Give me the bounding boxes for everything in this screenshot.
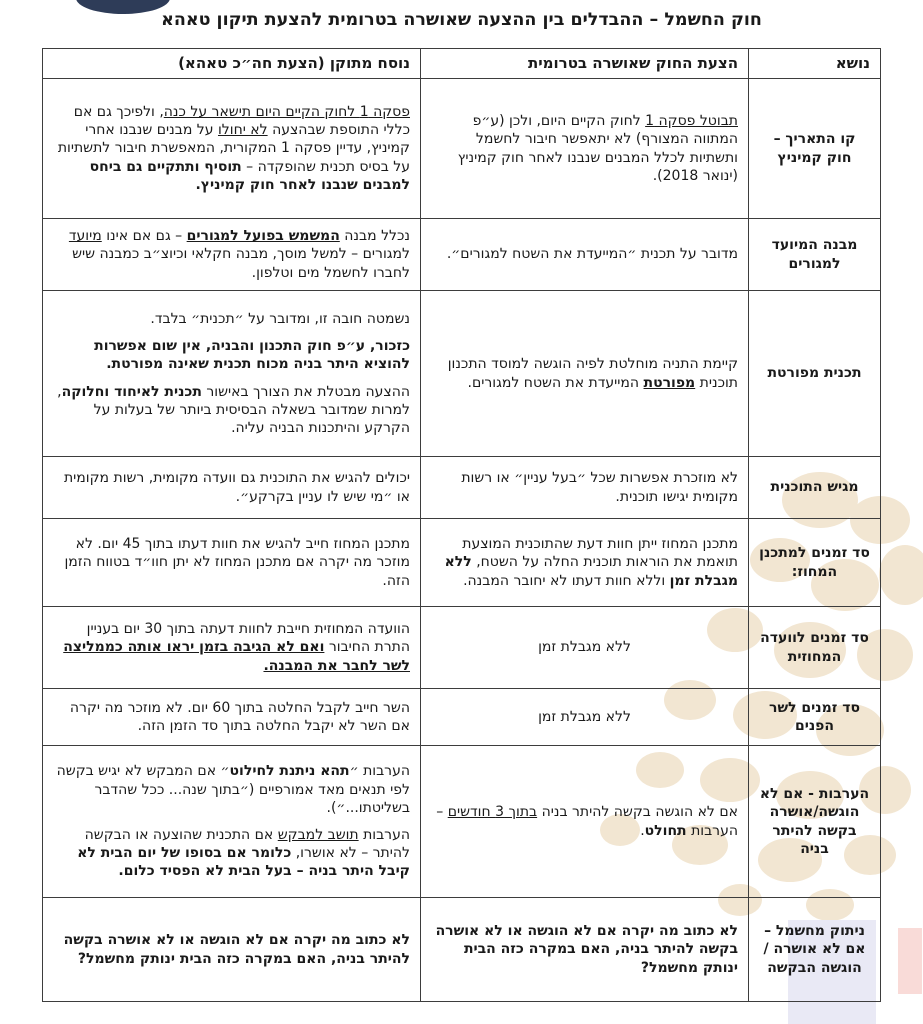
approved-cell [421, 689, 749, 746]
approved-cell [421, 291, 749, 457]
cell-paragraph: ללא מגבלת זמן [538, 708, 631, 725]
amended-cell [43, 457, 421, 519]
cell-paragraph: מדובר על תכנית ״המייעדת את השטח למגורים״. [446, 246, 738, 263]
cell-paragraph: יכולים להגיש את התוכנית גם וועדה מקומית, רשות מקומית או ״מי שיש לו עניין בקרקע״. [63, 470, 410, 505]
cell-paragraph: כזכור, ע״פ חוק התכנון והבניה, אין שום אפשרות להוציא היתר בניה מכוח תכנית שאינה מפורטת. [94, 338, 410, 373]
cell-paragraph: ההצעה מבטלת את הצורך באישור תכנית לאיחוד וחלוקה, למרות שמדובר בשאלה הבסיסית ביותר של בעלות על הקרקע והיתכנות הבניה עליה. [57, 383, 410, 436]
header-amended: נוסח מתוקן (הצעת חה״כ טאהא) [43, 49, 421, 79]
topic-cell: תכנית מפורטת [749, 291, 881, 457]
topic-cell: מגיש התוכנית [749, 457, 881, 519]
approved-cell [421, 898, 749, 1002]
cell-paragraph: השר חייב לקבל החלטה בתוך 60 יום. לא מוזכר מה יקרה אם השר לא יקבל החלטה בתוך סד הזמן הזה. [69, 699, 410, 734]
cell-paragraph: אם לא הוגשה בקשה להיתר בניה בתוך 3 חודשים – הערבות תחולט. [436, 804, 738, 839]
topic-cell: ניתוק מחשמל – אם לא אושרה / הוגשה הבקשה [749, 898, 881, 1002]
approved-cell [421, 79, 749, 219]
cell-paragraph: לא כתוב מה יקרה אם לא הוגשה או לא אושרה בקשה להיתר בניה, האם במקרה כזה הבית ינותק מחשמל? [435, 923, 738, 976]
table-row [43, 219, 881, 291]
cell-paragraph: נשמטה חובה זו, ומדובר על ״תכנית״ בלבד. [150, 310, 410, 327]
topic-cell: מבנה המיועד למגורים [749, 219, 881, 291]
table-body [43, 79, 881, 1002]
cell-paragraph: לא מוזכרת אפשרות שכל ״בעל עניין״ או רשות מקומית יגישו תוכנית. [461, 470, 738, 505]
topic-cell: סד זמנים לשר הפנים [749, 689, 881, 746]
topic-cell: סד זמנים למתכנן המחוז: [749, 519, 881, 607]
watermark-accent [898, 928, 922, 994]
cell-paragraph: מתכנן המחוז ייתן חוות דעת שהתוכנית המוצעת תואמת את הוראות תוכנית החלה על השטח, ללא מגבלת זמן וללא חוות דעתו לא יחובר המבנה. [444, 536, 738, 589]
table-row [43, 519, 881, 607]
table-row [43, 689, 881, 746]
approved-cell [421, 519, 749, 607]
amended-cell [43, 219, 421, 291]
approved-cell [421, 607, 749, 689]
cell-paragraph: הערבות תושב למבקש אם התכנית שהוצעה או הבקשה להיתר – לא אושרו, כלומר אם בסופו של יום הבית לא קיבל היתר בניה – בעל הבית לא הפסיד כלום. [77, 827, 410, 880]
amended-cell [43, 898, 421, 1002]
header-row [43, 49, 881, 79]
amended-cell [43, 519, 421, 607]
table-row [43, 457, 881, 519]
header-topic: נושא [749, 49, 881, 79]
topic-cell: קו התאריך – חוק קמיניץ [749, 79, 881, 219]
cell-paragraph: ללא מגבלת זמן [538, 639, 631, 656]
topic-cell: הערבות - אם לא הוגשה/אושרה בקשה להיתר בניה [749, 746, 881, 898]
comparison-table [42, 48, 881, 1002]
page-title: חוק החשמל – ההבדלים בין ההצעה שאושרה בטרומית להצעת תיקון טאהא [161, 10, 762, 30]
table-row [43, 291, 881, 457]
table-row [43, 607, 881, 689]
header-approved: הצעת החוק שאושרה בטרומית [421, 49, 749, 79]
topic-cell: סד זמנים לוועדה המחוזית [749, 607, 881, 689]
table-row [43, 746, 881, 898]
cell-paragraph: פסקה 1 לחוק הקיים היום תישאר על כנה, ולפיכך גם אם כללי התוספת שבהצעה לא יחולו על מבנים שנבנו אחרי קמיניץ, עדיין פסקה 1 המקורית, המאפשרת חיבור לתשתיות על בסיס תכנית שהופקדה – תוסיף ותתקיים גם ביחס למבנים שנבנו לאחר חוק קמיניץ. [57, 104, 410, 193]
approved-cell [421, 219, 749, 291]
cell-paragraph: לא כתוב מה יקרה אם לא הוגשה או לא אושרה בקשה להיתר בניה, האם במקרה כזה הבית ינותק מחשמל? [63, 932, 410, 967]
amended-cell [43, 291, 421, 457]
cell-paragraph: קיימת התניה מוחלטת לפיה הוגשה למוסד התכנון תוכנית מפורטת המייעדת את השטח למגורים. [447, 356, 738, 391]
cell-paragraph: מתכנן המחוז חייב להגיש את חוות דעתו בתוך 45 יום. לא מוזכר מה יקרה אם מתכנן המחוז לא יתן חוו״ד בטווח הזמן הזה. [64, 536, 410, 589]
amended-cell [43, 689, 421, 746]
cell-paragraph: הערבות ״תהא ניתנת לחילוט״ אם המבקש לא יגיש בקשה לפי תנאים מאד אמורפיים (״בתוך שנה... ככל שהדבר בשליטתו...״). [56, 763, 410, 816]
table-row [43, 79, 881, 219]
cell-paragraph: נכלל מבנה המשמש בפועל למגורים – גם אם אינו מיועד למגורים – למשל מוסך, מבנה חקלאי וכיוצ״ב כמבנה שיש לחברו לחשמל מים וטלפון. [68, 228, 410, 281]
amended-cell [43, 607, 421, 689]
cell-paragraph: הוועדה המחוזית חייבת לחוות דעתה בתוך 30 יום בעניין התרת החיבור ואם לא הגיבה בזמן יראו אותה כממליצה לשר לחבר את המבנה. [63, 621, 410, 674]
table-row [43, 898, 881, 1002]
approved-cell [421, 746, 749, 898]
amended-cell [43, 746, 421, 898]
approved-cell [421, 457, 749, 519]
amended-cell [43, 79, 421, 219]
cell-paragraph: תבוטל פסקה 1 לחוק הקיים היום, ולכן (ע״פ המתווה המצורף) לא יתאפשר חיבור לחשמל ותשתיות לכלל המבנים שנבנו לאחר חוק קמיניץ (ינואר 2018). [457, 113, 738, 184]
